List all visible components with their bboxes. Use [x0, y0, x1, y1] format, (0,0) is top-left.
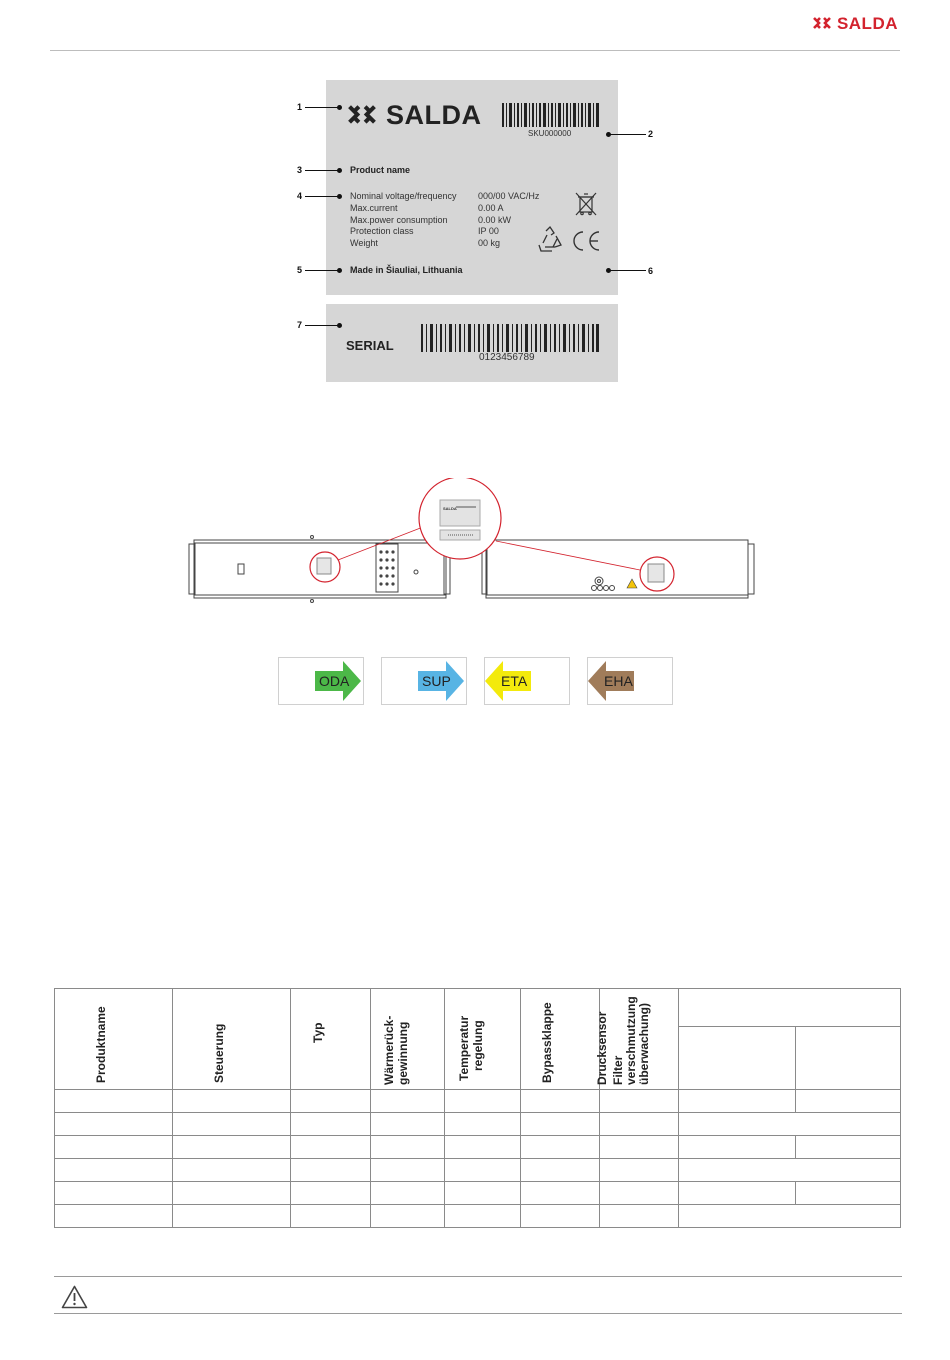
nameplate-logo-text: SALDA: [386, 100, 482, 130]
spec-value: IP 00: [478, 226, 499, 236]
callout-dot: [606, 268, 611, 273]
callout-number: 4: [297, 191, 303, 201]
product-name: Product name: [350, 165, 411, 175]
spec-label: Weight: [350, 238, 378, 248]
warning-triangle-icon: [61, 1285, 88, 1309]
salda-logo-icon: [348, 105, 376, 127]
airflow-box-eta: [484, 657, 570, 705]
airflow-label: ETA: [501, 673, 528, 689]
callout-number: 2: [648, 129, 654, 139]
callout-dot: [337, 105, 342, 110]
header-sub-empty: [796, 1027, 901, 1090]
spec-value: 00 kg: [478, 238, 501, 248]
barcode-icon: [502, 103, 600, 127]
table-row: [55, 1159, 901, 1182]
airflow-label: ODA: [319, 673, 350, 689]
table-row: [55, 1113, 901, 1136]
spec-label: Max.power consumption: [350, 215, 448, 225]
zoom-logo: SALDA: [443, 506, 457, 511]
callout-dot: [606, 132, 611, 137]
callout-line: [305, 107, 341, 108]
callout-dot: [337, 194, 342, 199]
callout-number: 3: [297, 165, 303, 175]
callout-number: 5: [297, 265, 303, 275]
header-drucksensor: Drucksensor Filter verschmutzung überwachung): [600, 989, 679, 1090]
airflow-box-sup: [381, 657, 467, 705]
spec-value: 0.00 A: [478, 203, 504, 213]
spec-label: Protection class: [350, 226, 414, 236]
table-row: [55, 1136, 901, 1159]
airflow-label: SUP: [422, 673, 451, 689]
callout-dot: [337, 323, 342, 328]
header-bypassklappe: Bypassklappe: [521, 989, 600, 1090]
made-in-label: Made in Šiauliai, Lithuania: [350, 265, 463, 275]
spec-value: 0.00 kW: [478, 215, 512, 225]
barcode-icon: [421, 324, 599, 352]
serial-number: 0123456789: [479, 352, 535, 363]
spec-value: 000/00 VAC/Hz: [478, 191, 540, 201]
header-temperaturregelung: Temperatur regelung: [445, 989, 521, 1090]
header-divider: [50, 50, 900, 51]
serial-label: SERIAL: [346, 338, 394, 353]
header-produktname: Produktname: [55, 989, 173, 1090]
table-row: [55, 1182, 901, 1205]
table-row: [55, 1090, 901, 1113]
header-steuerung: Steuerung: [173, 989, 291, 1090]
warning-divider-top: [54, 1276, 902, 1277]
warning-icon: [627, 579, 637, 588]
warning-divider-bottom: [54, 1313, 902, 1314]
callout-line: [305, 196, 341, 197]
callout-line: [305, 325, 341, 326]
callout-line: [305, 270, 341, 271]
callout-dot: [337, 168, 342, 173]
callout-number: 1: [297, 102, 303, 112]
brand-logo: [813, 14, 898, 34]
ahu-unit-icon: [186, 478, 766, 608]
airflow-box-oda: [278, 657, 364, 705]
airflow-label: EHA: [604, 673, 633, 689]
callout-line: [609, 134, 646, 135]
table-row: [55, 1205, 901, 1228]
callout-number: 7: [297, 320, 303, 330]
nameplate-logo: [348, 100, 482, 131]
header-waermerueckgewinnung: Wärmerück- gewinnung: [371, 989, 445, 1090]
salda-logo-icon: [813, 17, 831, 31]
callout-number: 6: [648, 266, 654, 276]
header-group-empty: [679, 989, 901, 1027]
airflow-box-eha: [587, 657, 673, 705]
spec-label: Max.current: [350, 203, 398, 213]
sku-code: SKU000000: [528, 129, 572, 138]
header-sub-empty: [679, 1027, 796, 1090]
callout-dot: [337, 268, 342, 273]
brand-name: SALDA: [836, 14, 898, 33]
spec-label: Nominal voltage/frequency: [350, 191, 457, 201]
callout-line: [609, 270, 646, 271]
weee-bin-icon: [573, 190, 599, 218]
header-typ: Typ: [291, 989, 371, 1090]
product-table: [54, 988, 901, 1228]
ce-mark-icon: [570, 229, 602, 253]
callout-line: [305, 170, 341, 171]
recycle-icon: [535, 225, 565, 255]
